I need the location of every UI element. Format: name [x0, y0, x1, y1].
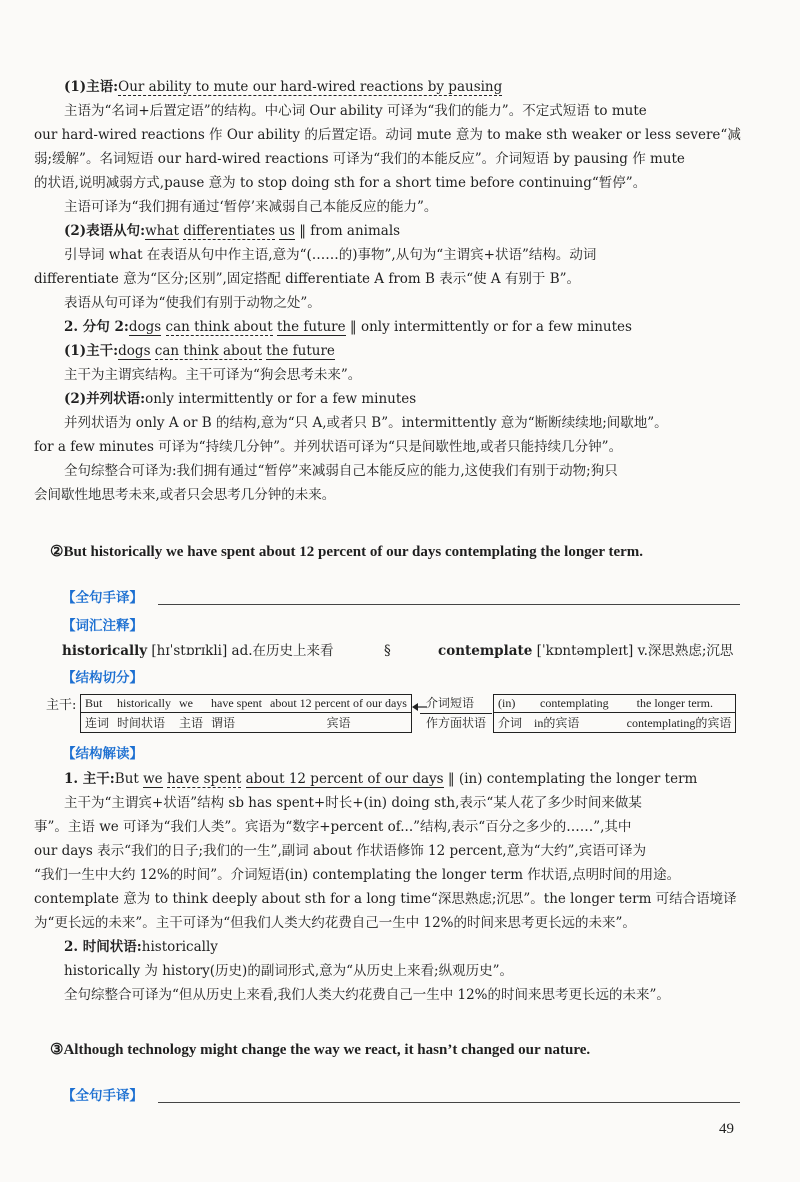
- para-line: our days 表示“我们的日子;我们的一生”,副词 about 作状语修饰 12 percent,意为“大约”,宾语可译为: [34, 843, 647, 859]
- para-line: 主干为“主谓宾+状语”结构 sb has spent+时长+(in) doing sth,表示“某人花了多少时间来做某: [64, 795, 642, 811]
- para-line: 并列状语为 only A or B 的结构,意为“只 A,或者只 B”。intermittently 意为“断断续续地;间歇地”。: [64, 415, 668, 431]
- heading-subject: (1)主语:Our ability to mute our hard-wired reactions by pausing: [64, 79, 503, 95]
- diagram-main-label: 主干:: [46, 698, 77, 713]
- diag-role: in的宾语: [534, 716, 580, 730]
- para-line: 弱;缓解”。名词短语 our hard-wired reactions 可译为“我们的本能反应”。介词短语 by pausing 作 mute: [34, 151, 685, 167]
- para-line: 全句综整合可译为“但从历史上来看,我们人类大约花费自己一生中 12%的时间来思考更长远的未来”。: [64, 987, 670, 1003]
- heading-predicative-clause: (2)表语从句:what differentiates us ‖ from animals: [64, 223, 401, 239]
- para-line: for a few minutes 可译为“持续几分钟”。并列状语可译为“只是间歇性地,或者只能持续几分钟”。: [34, 439, 623, 455]
- para-line: 为“更长远的未来”。主干可译为“但我们人类大约花费自己一生中 12%的时间来思考更长远的未来”。: [34, 915, 636, 931]
- sentence-3: ③Although technology might change the way we react, it hasn’t changed our nature.: [50, 1042, 591, 1058]
- para-line: 主语为“名词+后置定语”的结构。中心词 Our ability 可译为“我们的能力”。不定式短语 to mute: [64, 103, 647, 119]
- para-line: differentiate 意为“区分;区别”,固定搭配 differentiate A from B 表示“使 A 有别于 B”。: [34, 271, 581, 287]
- diag-word: we: [179, 696, 194, 710]
- para-line: 全句综整合可译为:我们拥有通过“暂停”来减弱自己本能反应的能力,这使我们有别于动物;狗只: [64, 463, 618, 479]
- para-line: 表语从句可译为“使我们有别于动物之处”。: [64, 295, 321, 311]
- para-line: 引导词 what 在表语从句中作主语,意为“(……的)事物”,从句为“主谓宾+状语”结构。动词: [64, 247, 597, 263]
- para-line: 事”。主语 we 可译为“我们人类”。宾语为“数字+percent of...”结构,表示“百分之多少的……”,其中: [34, 819, 632, 835]
- page-number: 49: [719, 1121, 734, 1137]
- structure-diagram: [80, 694, 412, 733]
- heading-clause-2: 2. 分句 2:dogs can think about the future ‖ only intermittently or for a few minutes: [64, 319, 632, 335]
- diag-role: 连词: [85, 716, 110, 730]
- label-translate-3: 【全句手译】: [62, 1088, 143, 1104]
- para-line: 主语可译为“我们拥有通过‘暂停’来减弱自己本能反应的能力”。: [64, 199, 438, 215]
- para-line: our hard-wired reactions 作 Our ability 的后置定语。动词 mute 意为 to make sth weaker or less severe“减: [34, 127, 741, 143]
- heading-main-trunk: (1)主干:dogs can think about the future: [64, 343, 335, 359]
- vocab-line: historically [hɪˈstɒrɪkli] ad.在历史上来看 § contemplate [ˈkɒntəmpleɪt] v.深思熟虑;沉思: [62, 643, 734, 659]
- diag-role: 宾语: [326, 716, 351, 730]
- diagram-mid: 介词短语 作方面状语: [420, 694, 492, 733]
- label-translate: 【全句手译】: [62, 590, 143, 606]
- label-explain: 【结构解读】: [62, 746, 143, 762]
- sentence-2: ②But historically we have spent about 12 percent of our days contemplating the longer term.: [50, 544, 644, 560]
- para-line: “我们一生中大约 12%的时间”。介词短语(in) contemplating the longer term 作状语,点明时间的用途。: [34, 867, 681, 883]
- diag-word: contemplating: [540, 696, 609, 710]
- label-split: 【结构切分】: [62, 670, 143, 686]
- label-vocab: 【词汇注释】: [62, 618, 143, 634]
- diag-role: contemplating的宾语: [626, 716, 732, 730]
- diagram-right-box: [493, 694, 736, 733]
- diag-word: the longer term.: [636, 696, 713, 710]
- diag-role: 谓语: [211, 716, 236, 730]
- diag-role: 时间状语: [117, 716, 166, 730]
- para-line: historically 为 history(历史)的副词形式,意为“从历史上来看;纵观历史”。: [64, 963, 513, 979]
- diag-word: have spent: [211, 696, 263, 710]
- para-line: 主干为主谓宾结构。主干可译为“狗会思考未来”。: [64, 367, 362, 383]
- translation-blank[interactable]: [158, 604, 740, 605]
- diag-word: But: [85, 696, 103, 710]
- diagram-left-box: [80, 694, 412, 733]
- diag-role: 主语: [179, 716, 204, 730]
- heading-main-2: 1. 主干:But we have spent about 12 percent of our days ‖ (in) contemplating the longer term: [64, 771, 698, 787]
- para-line: 会间歇性地思考未来,或者只会思考几分钟的未来。: [34, 487, 336, 503]
- diag-word: historically: [117, 696, 172, 710]
- diag-word: about 12 percent of our days: [270, 696, 407, 710]
- diag-word: (in): [498, 696, 516, 710]
- para-line: contemplate 意为 to think deeply about sth for a long time“深思熟虑;沉思”。the longer term 可结合语境译: [34, 891, 737, 907]
- heading-parallel-adverbial: (2)并列状语:only intermittently or for a few minutes: [64, 391, 417, 407]
- diag-role: 介词: [498, 716, 523, 730]
- translation-blank-3[interactable]: [158, 1102, 740, 1103]
- heading-time-adverbial: 2. 时间状语:historically: [64, 939, 218, 955]
- para-line: 的状语,说明减弱方式,pause 意为 to stop doing sth for a short time before continuing“暂停”。: [34, 175, 647, 191]
